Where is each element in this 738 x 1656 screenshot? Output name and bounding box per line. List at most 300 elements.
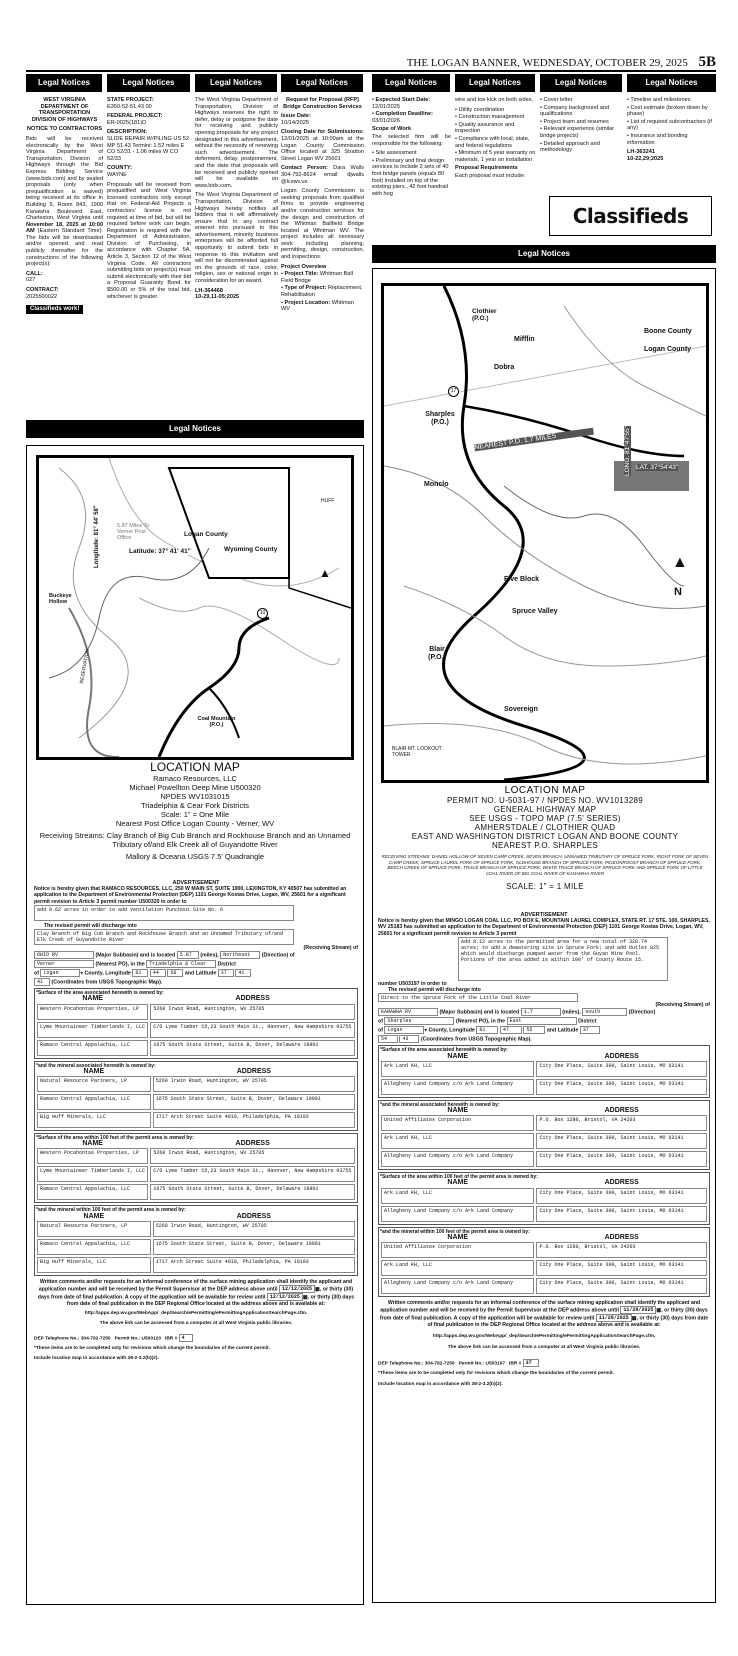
project-title-label: Project Title: bbox=[284, 271, 319, 278]
map-dobra: Dobra bbox=[494, 364, 515, 371]
owner-address-cell bbox=[535, 1187, 708, 1205]
owner-table bbox=[36, 1069, 356, 1129]
owner-address-cell bbox=[535, 1205, 708, 1223]
table-row bbox=[380, 1205, 708, 1223]
epermitting-url[interactable]: http://apps.dep.wv.gov/WebApp/_dep/Search/ePermitting/ePermittingApplicationSearchPage.cfm. bbox=[432, 1334, 656, 1340]
ibr-label: IBR # bbox=[509, 1361, 522, 1367]
owner-address-field[interactable]: City One Place, Suite 300, Saint Louis, MO 63141 bbox=[536, 1188, 707, 1204]
legal-notices-tab: Legal Notices bbox=[195, 74, 277, 92]
map-miles-label: 5.87 Miles To Verner Post Office bbox=[117, 523, 150, 541]
owner-address-field[interactable]: 5260 Irwin Road, Huntington, WV 25705 bbox=[153, 1076, 355, 1092]
owner-name-field[interactable]: Big Huff Minerals, LLC bbox=[37, 1112, 151, 1128]
notice-intro: Notice is hereby given that RAMACO RESOURCES, LLC, 250 W MAIN ST, SUITE 1900, LEXINGTON, KY 40507 has submitted an application to the Department of Environmental Protection (DEP) 1101 George Kostas Drive, Logan, WV, 25601 for a significant permit revision to Article 3 permit number U500320 in order to bbox=[34, 886, 347, 905]
owner-name-cell bbox=[380, 1132, 535, 1150]
project-type: Replacement, Rehabilitation bbox=[281, 285, 363, 299]
permit-number: Permit No.: U500120 bbox=[114, 1335, 161, 1341]
notice-column-4 bbox=[281, 97, 364, 422]
map-route-17: 17 bbox=[448, 386, 459, 397]
owner-name-field[interactable]: Allegheny Land Company c/o Ark Land Company bbox=[381, 1278, 534, 1294]
owner-address-field[interactable]: City One Place, Suite 300, Saint Louis, MO 63141 bbox=[536, 1079, 707, 1095]
address-column-header: ADDRESS bbox=[604, 1107, 639, 1115]
owner-address-field[interactable]: 5260 Irwin Road, Huntington, WV 25705 bbox=[150, 1148, 355, 1164]
longitude-deg-field[interactable]: 81 bbox=[132, 969, 148, 977]
owner-section-title: *Surface of the area within 100 feet of the permit area is owned by: bbox=[36, 1135, 194, 1142]
list-item: • Insurance and bonding information bbox=[627, 133, 716, 146]
written-comments: Written comments and/or requests for an informal conference of the surface mining application shall identify the applicant and application number and will be received by the Permit Supervisor at the DEP address above until bbox=[38, 1278, 353, 1293]
owner-name-field[interactable]: Western Pocahontas Properties, LP bbox=[37, 1004, 148, 1020]
list-item: • Detailed approach and methodology bbox=[540, 141, 622, 154]
county-longitude-label: County, Longitude bbox=[428, 1027, 475, 1034]
owner-name-field[interactable]: Natural Resource Partners, LP bbox=[37, 1076, 151, 1092]
call-label: CALL: bbox=[26, 270, 43, 277]
table-row bbox=[380, 1277, 708, 1295]
owner-section-title: *Surface of the area associated herewith is owned by: bbox=[380, 1047, 508, 1054]
owner-name-cell bbox=[380, 1277, 535, 1295]
owner-name-cell bbox=[36, 1183, 149, 1201]
county-select[interactable]: Logan bbox=[40, 969, 80, 977]
owner-table bbox=[36, 996, 356, 1056]
owner-section bbox=[34, 1205, 358, 1275]
map-logan-county: Logan County bbox=[644, 346, 692, 353]
right-map-drawing bbox=[384, 286, 706, 780]
miles-label: (miles), bbox=[200, 952, 219, 959]
owner-name-field[interactable]: Western Pocahontas Properties, LP bbox=[37, 1148, 148, 1164]
left-map-npdes: NPDES WV1031015 bbox=[160, 792, 230, 801]
comment-until-field[interactable]: 11/28/2025 bbox=[620, 1306, 656, 1314]
map-longitude-label: Longitude: 81° 44' 58" bbox=[94, 505, 100, 568]
table-row bbox=[36, 1238, 356, 1256]
owner-address-cell bbox=[535, 1078, 708, 1096]
calendar-icon[interactable]: ▦ bbox=[656, 1307, 662, 1314]
owner-name-field[interactable]: Ark Land KH, LLC bbox=[381, 1260, 534, 1276]
owner-address-cell bbox=[149, 1021, 356, 1039]
map-five-block: Five Block bbox=[504, 576, 540, 583]
legal-notices-tab: Legal Notices bbox=[372, 74, 450, 92]
latitude-deg-field[interactable]: 37 bbox=[580, 1026, 600, 1034]
owner-name-field[interactable]: Natural Resource Partners, LP bbox=[37, 1221, 151, 1237]
latitude-min-field[interactable]: 41 bbox=[235, 969, 251, 977]
address-column-header: ADDRESS bbox=[236, 1212, 271, 1220]
minority-body: The West Virginia Department of Transportation, Division of Highways hereby notifies all bidders that it will affirmatively ensure that in any contract entered into pursuant to this advertisement, minority business enterprises will be afforded full opportunity to submit bids in response to this invitation and will not be discriminated against on the grounds of race, color, religion, sex or national origin in consideration for an award. bbox=[195, 192, 278, 285]
owner-name-cell bbox=[36, 1039, 149, 1057]
notice-body: Bids will be received electronically by the West Virginia Department of Transportation Division of Highways through the Bid Express Bidding Service (www.bidx.com) and by sealed proposals (only when prequalification is waived) being received at its office in Building 5, Room 843, 1900 Kanawha Boulevard East, Charleston, West Virginia until bbox=[26, 135, 103, 222]
receiving-label: (Receiving Stream) of bbox=[655, 1002, 710, 1009]
owner-address-field[interactable]: 1675 South State Street, Suite B, Dover, Delaware 19901 bbox=[153, 1239, 355, 1255]
table-row bbox=[36, 1111, 356, 1129]
masthead-date: THE LOGAN BANNER, WEDNESDAY, OCTOBER 29, 2025 bbox=[406, 57, 688, 69]
notice-column-1 bbox=[26, 97, 103, 441]
classifieds-work-badge: Classifieds work! bbox=[26, 305, 83, 314]
left-map-scale: Scale: 1" = One Mile bbox=[160, 810, 230, 819]
owner-name-field[interactable]: Lyme Mountaineer Timberlands I, LLC bbox=[37, 1166, 148, 1182]
owner-address-cell bbox=[535, 1241, 708, 1259]
owner-section-title: *and the mineral within 100 feet of the permit area is owned by: bbox=[36, 1207, 186, 1214]
owner-address-cell bbox=[149, 1003, 356, 1021]
left-location-map bbox=[36, 455, 354, 760]
left-application-form bbox=[34, 880, 358, 1363]
table-row bbox=[36, 1147, 356, 1165]
miles-label: (miles), bbox=[562, 1009, 581, 1016]
scope-label: Scope of Work bbox=[372, 126, 412, 133]
table-row bbox=[380, 1078, 708, 1096]
owner-address-cell bbox=[152, 1220, 356, 1238]
owner-address-field[interactable]: City One Place, Suite 300, Saint Louis, MO 63141 bbox=[536, 1260, 707, 1276]
miles-field[interactable]: 5.87 bbox=[177, 951, 199, 959]
owner-section bbox=[34, 988, 358, 1058]
direction-label: (Direction) bbox=[628, 1009, 656, 1016]
nearest-po-field[interactable]: Sharples bbox=[384, 1017, 454, 1025]
list-item: • List of required subcontractors (if any) bbox=[627, 119, 716, 132]
right-map-caption bbox=[381, 785, 709, 891]
discharge-field[interactable]: Clay Branch of Big Cub Branch and Rockhouse Branch and an Unnamed Tributary of/and Elk Creek of Guyandotte River bbox=[34, 929, 294, 945]
rfp-title: Request for Proposal (RFP) Bridge Construction Services bbox=[283, 97, 362, 110]
county-longitude-label: County, Longitude bbox=[84, 970, 131, 977]
completion-label: Completion Deadline: bbox=[375, 111, 434, 118]
of-label: of bbox=[378, 1018, 383, 1025]
notice-intro: Notice is hereby given that MINGO LOGAN COAL LLC, PO BOX E, MOUNTAIN LAUREL COMPLEX, STATE RT. 17 STE. 100, SHARPLES, WV 25183 has submitted an application to the Department of Environmental Protection (DEP) 1101 George Kostas Drive, Logan, WV, 25601 for a significant permit revision to Article 3 permit bbox=[378, 918, 710, 937]
requirements-body: Each proposal must include: bbox=[455, 172, 526, 179]
name-column-header: NAME bbox=[447, 1052, 469, 1060]
district-label: District bbox=[217, 961, 236, 968]
owner-name-field[interactable]: Ramaco Central Appalachia, LLC bbox=[37, 1094, 151, 1110]
map-logan-county: Logan County bbox=[184, 531, 228, 538]
review-until-field[interactable]: 12/12/2025 bbox=[267, 1293, 303, 1301]
federal-project: ER-0025(181)D bbox=[107, 119, 147, 126]
owner-address-field[interactable]: 1717 Arch Street Suite 4010, Philadelphia, PA 19103 bbox=[153, 1257, 355, 1273]
map-coal-mountain: Coal Mountain (P.O.) bbox=[197, 716, 236, 728]
latitude-label: and Latitude bbox=[546, 1027, 579, 1034]
list-item: • Compliance with local, state, and federal regulations bbox=[455, 136, 536, 149]
legal-notices-bar: Legal Notices bbox=[372, 245, 716, 263]
district-field[interactable]: East bbox=[507, 1017, 577, 1025]
receiving-label: (Receiving Stream) of bbox=[303, 945, 358, 952]
owner-name-field[interactable]: Ramaco Central Appalachia, LLC bbox=[37, 1239, 151, 1255]
nearest-po-label: (Nearest PO), in the bbox=[455, 1018, 506, 1025]
legal-notices-tab: Legal Notices bbox=[281, 74, 363, 92]
name-column-header: NAME bbox=[83, 1067, 105, 1075]
latitude-deg-field[interactable]: 37 bbox=[218, 969, 234, 977]
publication-text: , or thirty (30) days from date of final publication. A copy of the application will be available for review until bbox=[37, 1286, 354, 1301]
owner-address-field[interactable]: 5260 Irwin Road, Huntington, WV 25705 bbox=[153, 1221, 355, 1237]
owner-name-field[interactable]: Ramaco Central Appalachia, LLC bbox=[37, 1184, 148, 1200]
owner-address-cell bbox=[535, 1150, 708, 1168]
purpose-field[interactable]: Add 8.12 acres to the permitted area for a new total of 320.74 acres; to add a dewatering site in Spruce Fork; and add Outlet 025 which would discharge pumped water from the Guyan Mine Pool. Portions of the area added is within 100' of County Route 15. bbox=[458, 937, 668, 981]
map-latitude: LAT. 37°54'43" bbox=[636, 464, 679, 471]
table-row bbox=[36, 1021, 356, 1039]
owner-address-field[interactable]: City One Place, Suite 300, Saint Louis, MO 63141 bbox=[536, 1061, 707, 1077]
owner-name-field[interactable]: Ark Land KH, LLC bbox=[381, 1133, 534, 1149]
notice-column-2 bbox=[107, 97, 191, 422]
left-map-districts: Triadelphia & Cear Fork Districts bbox=[140, 801, 250, 810]
owner-section bbox=[378, 1227, 710, 1297]
map-blair: Blair (P.O.) bbox=[428, 646, 446, 661]
owner-address-field[interactable]: 5260 Irwin Road, Huntington, WV 25705 bbox=[150, 1004, 355, 1020]
notice-column-6 bbox=[455, 97, 536, 235]
owner-address-field[interactable]: City One Place, Suite 300, Saint Louis, MO 63141 bbox=[536, 1151, 707, 1167]
owner-name-cell bbox=[36, 1147, 149, 1165]
discharge-label: The revised permit will discharge into bbox=[388, 987, 481, 994]
map-monclo: Monclo bbox=[424, 481, 449, 488]
owner-name-cell bbox=[36, 1111, 152, 1129]
major-subbasin-field[interactable]: OHIO RV bbox=[34, 951, 94, 959]
owner-address-field[interactable]: City One Place, Suite 300, Saint Louis, MO 63141 bbox=[536, 1278, 707, 1294]
advertisement-heading: ADVERTISEMENT bbox=[172, 880, 220, 886]
project-location: Whitman WV bbox=[281, 299, 354, 313]
name-column-header: NAME bbox=[82, 995, 103, 1003]
latitude-sec-field[interactable]: 41 bbox=[34, 978, 50, 986]
owner-section-title: *and the mineral associated herewith is owned by: bbox=[36, 1062, 156, 1069]
owner-address-cell bbox=[535, 1277, 708, 1295]
bid-deadline: November 18, 2025 at 10:00 AM bbox=[26, 221, 103, 235]
owner-table bbox=[36, 1214, 356, 1274]
map-buckeye-hollow: Buckeye Hollow bbox=[49, 593, 72, 605]
owner-table bbox=[380, 1180, 708, 1222]
coordinates-label: (Coordinates from USGS Topographic Map). bbox=[51, 979, 163, 986]
table-row bbox=[380, 1132, 708, 1150]
owner-name-cell bbox=[380, 1241, 535, 1259]
notice-dates: 10-22,29;2025 bbox=[627, 155, 664, 162]
owner-address-cell bbox=[149, 1147, 356, 1165]
list-item: • Company background and qualifications bbox=[540, 105, 622, 118]
nearest-po-field[interactable]: Verner bbox=[34, 960, 94, 968]
owner-name-cell bbox=[380, 1187, 535, 1205]
chevron-down-icon[interactable]: ▾ bbox=[80, 970, 83, 977]
owner-name-field[interactable]: Ramaco Central Appalachia, LLC bbox=[37, 1040, 148, 1056]
notice-heading: NOTICE TO CONTRACTORS bbox=[26, 126, 103, 133]
owner-table bbox=[380, 1235, 708, 1295]
owner-address-field[interactable]: 1675 South State Street, Suite B, Dover, Delaware 19901 bbox=[150, 1184, 355, 1200]
owner-section-title: *Surface of the area within 100 feet of the permit area is owned by: bbox=[380, 1174, 538, 1181]
page-number: 5B bbox=[698, 54, 716, 70]
direction-label: (Direction) of bbox=[261, 952, 295, 959]
map-wyoming-county: Wyoming County bbox=[224, 546, 278, 553]
table-row bbox=[380, 1259, 708, 1277]
project-title: Whitman Ball Field Bridge bbox=[281, 271, 353, 284]
contract-label: CONTRACT: bbox=[26, 287, 59, 294]
owner-name-field[interactable]: Allegheny Land Company c/o Ark Land Company bbox=[381, 1079, 534, 1095]
overview-label: Project Overview bbox=[281, 263, 327, 270]
revision-note: *These items are to be completed only for revisions which change the boundaries of the current permit. bbox=[34, 1346, 270, 1352]
left-map-title: LOCATION MAP bbox=[150, 760, 240, 774]
longitude-min-field[interactable]: 47 bbox=[500, 1026, 522, 1034]
longitude-deg-field[interactable]: 81 bbox=[476, 1026, 498, 1034]
ibr-field[interactable]: 37 bbox=[523, 1359, 539, 1367]
masthead bbox=[26, 56, 716, 72]
address-column-header: ADDRESS bbox=[604, 1179, 639, 1187]
owner-address-field[interactable]: P.O. Box 1280, Bristol, VA 24203 bbox=[536, 1115, 707, 1131]
epermitting-url[interactable]: http://apps.dep.wv.gov/WebApp/_dep/Search/ePermitting/ePermittingApplicationSearchPage.cfm. bbox=[84, 1311, 308, 1317]
table-row bbox=[36, 1003, 356, 1021]
closing-date: 12/01/2025 at 10:00am at the Logan County Commission Office located at 325 Stratton Street Logan WV 25601 bbox=[281, 135, 364, 162]
owner-section bbox=[34, 1061, 358, 1131]
notice-body-2: (Eastern Standard Time). The bids will be downloaded and/or opened and read publicly thereafter for the constructions of the following project(s): bbox=[26, 228, 103, 268]
requirements-label: Proposal Requirements bbox=[455, 165, 518, 172]
right-map-permit: PERMIT NO. U-5031-97 / NPDES NO. WV1013289 bbox=[446, 796, 644, 805]
review-until-field[interactable]: 11/28/2025 bbox=[596, 1314, 632, 1322]
owner-address-field[interactable]: 1675 South State Street, Suite B, Dover, Delaware 19901 bbox=[153, 1094, 355, 1110]
owner-name-field[interactable]: Allegheny Land Company c/o Ark Land Company bbox=[381, 1206, 534, 1222]
table-row bbox=[380, 1187, 708, 1205]
latitude-label: and Latitude bbox=[184, 970, 217, 977]
right-map-scale: SCALE: 1" = 1 MILE bbox=[506, 882, 584, 891]
ibr-field[interactable]: 4 bbox=[179, 1334, 193, 1342]
libraries-note: The above link can be accessed from a computer at all West Virginia public libraries. bbox=[99, 1321, 293, 1327]
owner-table bbox=[380, 1108, 708, 1168]
district-field[interactable]: Triadelphia & Clear bbox=[146, 960, 216, 968]
right-map-title: LOCATION MAP bbox=[504, 785, 586, 796]
notice-column-3 bbox=[195, 97, 278, 422]
owner-tables bbox=[378, 1045, 710, 1297]
name-column-header: NAME bbox=[447, 1107, 469, 1115]
owner-name-cell bbox=[380, 1114, 535, 1132]
notice-dates: 10-29,11-05;2025 bbox=[195, 294, 240, 301]
notice-column-5 bbox=[372, 97, 451, 235]
owner-address-cell bbox=[535, 1132, 708, 1150]
legal-notices-tab: Legal Notices bbox=[107, 74, 190, 92]
map-spruce-valley: Spruce Valley bbox=[512, 608, 558, 615]
table-row bbox=[380, 1060, 708, 1078]
owner-name-field[interactable]: Ark Land KH, LLC bbox=[381, 1188, 534, 1204]
contract-number: 2025500022 bbox=[26, 293, 58, 300]
owner-address-cell bbox=[535, 1060, 708, 1078]
written-comments: Written comments and/or requests for an informal conference of the surface mining application shall identify the applicant and application number and will be received by the Permit Supervisor at the DEP address above until bbox=[380, 1300, 701, 1314]
owner-name-field[interactable]: United Affiliates Corporation bbox=[381, 1242, 534, 1258]
federal-project-label: FEDERAL PROJECT: bbox=[107, 113, 163, 120]
coordinates-label: (Coordinates from USGS Topographic Map). bbox=[420, 1036, 532, 1043]
right-map-district: EAST AND WASHINGTON DISTRICT LOGAN AND BOONE COUNTY bbox=[411, 832, 679, 841]
latitude-sec-field[interactable]: 43 bbox=[399, 1035, 419, 1043]
table-row bbox=[36, 1039, 356, 1057]
map-sovereign: Sovereign bbox=[504, 706, 538, 713]
legal-notices-tab: Legal Notices bbox=[540, 74, 622, 92]
start-date-label: Expected Start Date: bbox=[375, 97, 431, 103]
right-map-general: GENERAL HIGHWAY MAP bbox=[493, 805, 597, 814]
map-clothier: Clothier (P.O.) bbox=[472, 308, 497, 322]
county-select[interactable]: Logan bbox=[384, 1026, 424, 1034]
owner-name-field[interactable]: Lyme Mountaineer Timberlands I, LLC bbox=[37, 1022, 148, 1038]
right-map-streams: RECEIVING STREAMS: DANIEL HOLLOW OF SEVEN CAMP CREEK, SEVEN BRANCH, UNNAMED TRIBUTARY OF SPRUCE FORK, RIGHT FORK OF SEVEN CAMP CREEK, SPRUCE LAUREL FORK OF SPRUCE FORK, OLDHOUSE BRANCH OF SPRUCE FORK, PIGEONROOST BRANCH OF SPRUCE FORK, BEECH CREEK OF SPRUCE FORK, TRACE BRANCH OF SPRUCE FORK, WHITE TRACE BRANCH OF SPRUCE FORK AND SPRUCE FORK OF LITTLE COAL RIVER OF BIG COAL RIVER OF KANAWHA RIVER bbox=[381, 854, 709, 876]
owner-address-field[interactable]: C/O Lyme Timber CO,23 South Main St., Hanover, New Hampshire 03755 bbox=[150, 1022, 355, 1038]
calendar-icon[interactable]: ▦ bbox=[302, 1294, 308, 1301]
owner-name-cell bbox=[36, 1256, 152, 1274]
dep-phone: DEP Telephone No.: 304-792-7250 bbox=[378, 1361, 455, 1367]
calendar-icon[interactable]: ▦ bbox=[631, 1315, 637, 1322]
list-item: • Quality assurance and inspection bbox=[455, 122, 536, 135]
address-column-header: ADDRESS bbox=[604, 1233, 639, 1241]
map-north: N bbox=[674, 586, 682, 598]
owner-name-cell bbox=[36, 1021, 149, 1039]
longitude-min-field[interactable]: 44 bbox=[150, 969, 166, 977]
owner-name-field[interactable]: United Affiliates Corporation bbox=[381, 1115, 534, 1131]
comment-until-field[interactable]: 12/12/2025 bbox=[279, 1285, 315, 1293]
legal-notices-tab: Legal Notices bbox=[627, 74, 716, 92]
legal-notices-bar: Legal Notices bbox=[26, 420, 364, 438]
issue-date: 10/14/2025 bbox=[281, 119, 309, 126]
owner-table bbox=[36, 1141, 356, 1201]
map-sharples: Sharples (P.O.) bbox=[425, 411, 455, 426]
list-item: • Project team and resumes bbox=[540, 119, 622, 126]
call-number: 027 bbox=[26, 277, 36, 284]
calendar-icon[interactable]: ▦ bbox=[315, 1286, 320, 1293]
purpose-field[interactable]: add 0.62 acres in order to add Ventilation Punchout Site No. 6 bbox=[34, 905, 294, 921]
completion-date: 03/01/2026 bbox=[372, 117, 400, 124]
major-subbasin-label: (Major Subbasin) and is located bbox=[439, 1009, 520, 1016]
left-map-streams: Receiving Streams: Clay Branch of Big Cub Branch and Rockhouse Branch and an Unnamed Tributary of/and Elk Creek all of Guyandotte River bbox=[39, 831, 351, 849]
contact-person: Dara Walls 304-792-8624 email: djwalls @lcswv.us bbox=[281, 165, 364, 185]
publication-text: , or thirty (30) days from date of final publication. A copy of the application will be available for review until bbox=[379, 1307, 708, 1322]
county-label: COUNTY: bbox=[107, 165, 133, 172]
closing-label: Closing Date for Submissions: bbox=[281, 129, 364, 136]
start-date: 12/01/2025 bbox=[372, 103, 400, 110]
classifieds-banner: Classifieds bbox=[549, 196, 712, 236]
notice-ref: LH-363241 bbox=[627, 149, 655, 156]
owner-name-cell bbox=[36, 1220, 152, 1238]
list-item: • Relevant experience (similar bridge projects) bbox=[540, 126, 622, 139]
scope-body: The selected firm will be responsible for the following: bbox=[372, 133, 451, 147]
table-row bbox=[380, 1241, 708, 1259]
location-map-note: Include location map in accordance with 38-2-3.2(b)(2). bbox=[378, 1381, 503, 1387]
direction-field[interactable]: Northeast bbox=[220, 951, 260, 959]
owner-section-title: *Surface of the area associated herewith is owned by: bbox=[36, 990, 164, 997]
owner-address-cell bbox=[535, 1114, 708, 1132]
latitude-min-field[interactable]: 54 bbox=[378, 1035, 398, 1043]
address-column-header: ADDRESS bbox=[236, 1067, 271, 1075]
miles-field[interactable]: 1.7 bbox=[521, 1008, 561, 1016]
owner-section bbox=[34, 1133, 358, 1203]
regional-office-text: , or thirty (30) days from date of final publication in the DEP Regional Office located at the address above and is available at: bbox=[66, 1294, 355, 1308]
notice-ref: LH-364468 bbox=[195, 287, 223, 294]
owner-address-field[interactable]: City One Place, Suite 300, Saint Louis, MO 63141 bbox=[536, 1206, 707, 1222]
defer-body: The West Virginia Department of Transportation, Division of Highways reserves the right to defer, delay or postpone the date for receiving and publicly opening proposals for any project designated in this advertisement, without the necessity of renewing such advertisement. The deferment, delay, postponement, and the date that proposals will be received and publicly opened will be available on www.bidx.com. bbox=[195, 97, 278, 189]
chevron-down-icon[interactable]: ▾ bbox=[424, 1027, 427, 1034]
address-column-header: ADDRESS bbox=[235, 1140, 270, 1148]
address-column-header: ADDRESS bbox=[235, 995, 270, 1003]
legal-notices-tab: Legal Notices bbox=[26, 74, 102, 92]
owner-name-field[interactable]: Big Huff Minerals, LLC bbox=[37, 1257, 151, 1273]
list-item: • Construction management bbox=[455, 114, 536, 121]
discharge-field[interactable]: Direct to the Spruce Fork of the Little Coal River bbox=[378, 993, 578, 1002]
libraries-note: The above link can be accessed from a computer at all West Virginia public libraries. bbox=[447, 1344, 641, 1350]
owner-address-cell bbox=[152, 1238, 356, 1256]
description: SLIDE REPAIR W/PILING US 52 MP 51.43 Termini: 1.52 miles E CO 52/31 - 1.06 miles W CO 52/33 bbox=[107, 135, 189, 162]
owner-name-field[interactable]: Allegheny Land Company c/o Ark Land Company bbox=[381, 1151, 534, 1167]
map-route-10: 10 bbox=[257, 608, 268, 619]
right-map-see: SEE USGS - TOPO MAP (7.5' SERIES) bbox=[469, 814, 621, 823]
longitude-sec-field[interactable]: 58 bbox=[167, 969, 183, 977]
owner-address-field[interactable]: C/O Lyme Timber CO,23 South Main St., Hanover, New Hampshire 03755 bbox=[150, 1166, 355, 1182]
county: WAYNE bbox=[107, 171, 127, 178]
owner-address-field[interactable]: City One Place, Suite 300, Saint Louis, MO 63141 bbox=[536, 1133, 707, 1149]
longitude-sec-field[interactable]: 55 bbox=[523, 1026, 545, 1034]
map-latitude-label: Latitude: 37° 41' 41" bbox=[129, 548, 191, 555]
owner-address-field[interactable]: 1717 Arch Street Suite 4010, Philadelphia, PA 19103 bbox=[153, 1112, 355, 1128]
of-label: of bbox=[34, 970, 39, 977]
state-project-label: STATE PROJECT: bbox=[107, 97, 154, 103]
table-row bbox=[36, 1256, 356, 1274]
direction-field[interactable]: south bbox=[582, 1008, 627, 1016]
proposal-body: Proposals will be received from prequalified and West Virginia licensed contractors only except that on Federal-Aid Projects a contractors' license is not required at time of bid, but will be required before work can begin. Registration is required with the Department of Administration, Division of Purchasing, in accordance with Chapter 5A, Article 3, Section 12 of the West Virginia Code. All contractors submitting bids on project(s) must submit electronically with their bid a Proposal Guaranty Bond for $500.00 or 5% of the total bid, whichever is greater. bbox=[107, 181, 191, 300]
notice-column-7 bbox=[540, 97, 622, 187]
left-map-drawing bbox=[39, 458, 351, 757]
owner-address-field[interactable]: P.O. Box 1280, Bristol, VA 24203 bbox=[536, 1242, 707, 1258]
owner-address-field[interactable]: 1675 South State Street, Suite B, Dover, Delaware 19901 bbox=[150, 1040, 355, 1056]
major-subbasin-field[interactable]: KANAWHA RV bbox=[378, 1008, 438, 1016]
owner-address-cell bbox=[152, 1093, 356, 1111]
major-subbasin-label: (Major Subbasin) and is located bbox=[95, 952, 176, 959]
name-column-header: NAME bbox=[83, 1212, 105, 1220]
ibr-label: IBR # bbox=[165, 1335, 178, 1341]
owner-name-field[interactable]: Ark Land KH, LLC bbox=[381, 1061, 534, 1077]
